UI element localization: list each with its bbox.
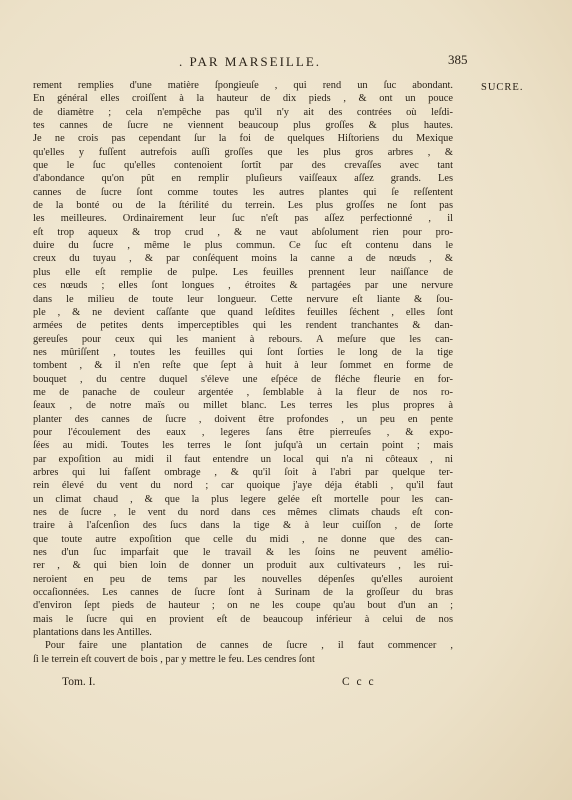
text-line: tombent , & il n'en reſte que ſept à huit à leur ſommet en forme de: [33, 360, 453, 372]
page-number: 385: [448, 52, 468, 67]
text-line: nes de ſucre , le vent du nord dans ces mêmes climats chauds eſt con-: [33, 507, 453, 518]
text-line: traire à l'aſcenſion des ſucs dans la tige & à leur cuiſſon , de ſorte: [33, 520, 453, 532]
text-line: rer , & qui bien loin de donner un produit aux cultivateurs , les rui-: [33, 560, 453, 572]
text-line: tes cannes de ſucre ne viennent beaucoup plus groſſes & plus hautes.: [33, 120, 453, 132]
text-line: bouquet , du centre duquel s'éleve une eſpéce de fléche fleurie en for-: [33, 373, 453, 385]
text-line: ſées au midi. Toutes les terres le ſont juſqu'à un certain point ; mais: [33, 440, 453, 452]
text-line: armées de petites dents imperceptibles qui les rendent tranchantes & dan-: [33, 320, 453, 332]
text-line: rein élevé du vent du nord ; car quoique j'aye déja établi , qu'il faut: [33, 480, 453, 492]
text-line: plus elle eſt remplie de pulpe. Les feuilles prennent leur naiſſance de: [33, 266, 453, 278]
text-line: mais le ſucre qui en provient eſt de beaucoup inférieur à celui de nos: [33, 613, 453, 625]
text-line: d'abondance qu'on pût en remplir pluſieurs vaiſſeaux aſſez grands. Les: [33, 173, 453, 185]
text-line: ple , & ne devient caſſante que quand leſdites feuilles ſéchent , elles ſont: [33, 306, 453, 318]
text-line: que toute autre expoſition que celle du midi , ne donne que des can-: [33, 533, 453, 545]
body-text: [33, 79, 453, 666]
text-line: d'environ ſept pieds de hauteur ; on ne les coupe qu'au bout d'un an ;: [33, 600, 453, 612]
text-line: rement remplies d'une matière ſpongieuſe , qui rend un ſuc abondant.: [33, 80, 453, 91]
text-line: que le ſuc qu'elles contenoient ſortît par des crevaſſes avec tant: [33, 160, 453, 172]
text-line: par expoſition au midi il faut entendre un local qui n'a ni côteaux , ni: [33, 453, 453, 465]
text-line: nes mûriſſent , toutes les feuilles qui ſont ſorties le long de la tige: [33, 346, 453, 358]
catchword: C c c: [342, 676, 376, 688]
text-line: me de panache de couleur argentée , ſemblable à la fleur de nos ro-: [33, 386, 453, 398]
text-line: ſi le terrein eſt couvert de bois , par y mettre le feu. Les cendres ſont: [33, 653, 315, 665]
text-line: un climat chaud , & que la plus legere gelée eſt mortelle pour les can-: [33, 493, 453, 505]
text-line: ces nœuds ; elles ſont longues , étroites & partagées par une nervure: [33, 280, 453, 292]
text-line: Je ne crois pas cependant ſur la foi de quelques Hiſtoriens du Mexique: [33, 133, 453, 145]
text-line: plantations dans les Antilles.: [33, 627, 152, 639]
text-line: creux du tuyau , & par conſéquent moins la canne a de nœuds , &: [33, 253, 453, 265]
text-line: occaſionnées. Les cannes de ſucre ſont à Surinam de la groſſeur du bras: [33, 587, 453, 599]
text-line: de diamètre ; cela n'empêche pas qu'il n'y ait des contrées où leſdi-: [33, 106, 453, 118]
text-line: duire du ſucre , même le plus commun. Ce ſuc eſt contenu dans le: [33, 240, 453, 252]
text-line: ſeaux , de notre maïs ou millet blanc. Les terres les plus propres à: [33, 400, 453, 412]
text-line: arbres qui lui faſſent ombrage , & qu'il ſoit à l'abri par quelque ter-: [33, 466, 453, 478]
signature-mark: Tom. I.: [62, 676, 96, 688]
text-line: les meilleures. Ordinairement leur ſuc n'eſt pas aſſez perfectionné , il: [33, 213, 453, 225]
text-line: Pour faire une plantation de cannes de ſucre , il faut commencer ,: [45, 640, 453, 652]
text-line: cannes de ſucre ſont comme toutes les autres plantes qui ſe reſſentent: [33, 186, 453, 198]
text-line: neroient en peu de tems par les nouvelles dépenſes qu'elles auroient: [33, 573, 453, 585]
text-line: de la bonté ou de la ſtérilité du terrein. Les plus groſſes ne ſont pas: [33, 200, 453, 212]
text-line: dans le milieu de toute leur longueur. Cette nervure eſt liante & ſou-: [33, 293, 453, 305]
text-line: planter des cannes de ſucre , doivent être profondes , un peu en pente: [33, 413, 453, 425]
text-line: eſt trop aqueux & trop crud , & ne vaut abſolument rien pour pro-: [33, 226, 453, 238]
text-line: En général elles croiſſent à la hauteur de dix pieds , & ont un pouce: [33, 93, 453, 105]
margin-note: SUCRE.: [481, 82, 524, 93]
text-line: gereuſes pour ceux qui les manient à rebours. A meſure que les can-: [33, 333, 453, 345]
running-title: . PAR MARSEILLE.: [178, 54, 322, 69]
text-line: qu'elles y fuſſent autrefois auſſi groſſes que les plus gros arbres , &: [33, 146, 453, 158]
text-line: nes d'un ſuc imparfait que le travail & les ſoins ne peuvent amélio-: [33, 547, 453, 559]
text-line: pour l'écoulement des eaux , legeres ſans être pierreuſes , & expo-: [33, 426, 453, 438]
